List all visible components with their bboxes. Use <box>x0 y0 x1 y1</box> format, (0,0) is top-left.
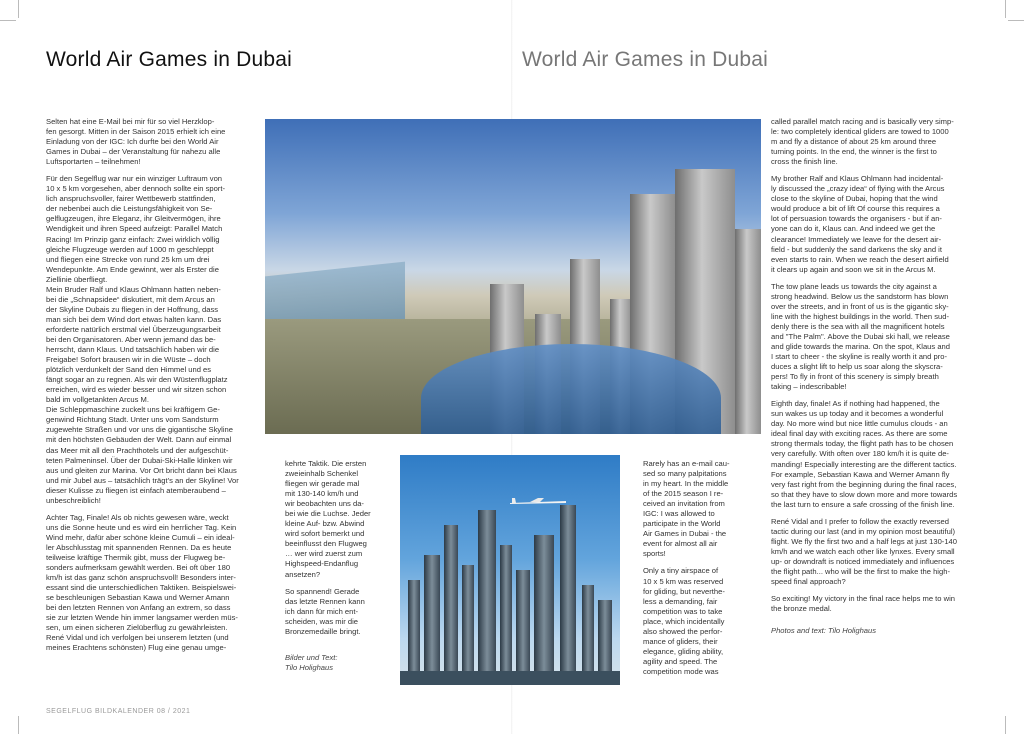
english-text-column-2 <box>771 117 979 643</box>
article-paragraph: Eighth day, finale! As if nothing had happened, the sun wakes us up today and it becomes a wonderful day. No more wind but nice little cumulus clouds - an ideal final day with exciting races. As there are some strong thermals today, the flight path has to be chosen very carefully. With often over 180 km/h it is quite de- manding! Especially interesting are the different tactics. For example, Sebastian Kawa and Werner Amann fly very fast right from the beginning during the final races, so that they have to slow down more and more towards the last turn to ensure a safe crossing of the finish line. <box>771 399 958 509</box>
article-paragraph: So exciting! My victory in the final race helps me to win the bronze medal. <box>771 594 956 614</box>
marina-skyline-glider-photo <box>400 455 620 685</box>
dubai-skyline-aerial-photo <box>265 119 761 434</box>
skyscraper <box>462 565 474 675</box>
skyscraper <box>582 585 594 675</box>
article-paragraph: Rarely has an e-mail cau- sed so many palpitations in my heart. In the middle of the 2015 season I re- ceived an invitation from IGC: I was allowed to participate in the World Air Games in Dubai - the event for almost all air sports! <box>643 459 730 559</box>
crop-mark <box>0 20 16 21</box>
skyscraper <box>735 229 761 434</box>
glider-icon <box>508 495 568 509</box>
crop-mark <box>1005 0 1006 18</box>
crop-mark <box>18 0 19 18</box>
article-paragraph: Für den Segelflug war nur ein winziger Luftraum von 10 x 5 km vorgesehen, aber dennoch sollte ein sport- lich anspruchsvoller, fairer Wettbewerb stattfinden, der nebenbei auch die Leistungsfähigkeit von Se- gelflugzeugen, ihre Eleganz, ihr Gleitvermögen, ihre Wendigkeit und ihren Speed aufzeigt: Parallel Match Racing! Im Prinzip ganz einfach: Zwei wirklich völlig gleiche Flugzeuge werden auf 1000 m geschleppt und fliegen eine Strecke von rund 25 km um drei Wendepunkte. Am Ende gewinnt, wer als Erster die Ziellinie überfliegt. Mein Bruder Ralf und Klaus Ohlmann hatten neben- bei die „Schnapsidee“ diskutiert, mit dem Arcus an der Skyline Dubais zu fliegen in der Hoffnung, dass man sich bei dem Wind dort etwas halten kann. Das erforderte natürlich erstmal viel Überzeugungsarbeit bei den Organisatoren. Aber wenn jemand das be- herrscht, dann Klaus. Und tatsächlich haben wir die Freigabe! Sofort brausen wir in die Wüste – doch plötzlich verdunkelt der Sand den Himmel und es fängt sogar an zu regnen. Als wir den Wüstenflugplatz erreichen, wird es wieder besser und wir sitzen schon bald im vollgetankten Arcus M. Die Schleppmaschine zuckelt uns bei kräftigem Ge- genwind Richtung Stadt. Unter uns vom Sandsturm zugewehte Straßen und vor uns die gigantische Skyline mit den höchsten Gebäuden der Welt. Dann auf einmal das Meer mit all den Prachthotels und der aufgeschüt- teten Palmeninsel. Über der Dubai-Ski-Halle klinken wir aus und gleiten zur Marina. Vor Ort bricht dann bei Klaus und mir Jubel aus – tatsächlich trägt’s an der Skyline! Vor dieser Kulisse zu fliegen ist einfach atemberaubend – unbeschreiblich! <box>46 174 239 505</box>
skyscraper <box>598 600 612 675</box>
german-text-column-2 <box>285 459 385 680</box>
article-paragraph: Only a tiny airspace of 10 x 5 km was reserved for gliding, but neverthe- less a demanding, fair competition was to take place, which incidentally also showed the perfor- mance of gliders, their elegance, gliding ability, agility and speed. The competition mode was <box>643 566 725 676</box>
page-title-english: World Air Games in Dubai <box>522 48 769 71</box>
article-paragraph: Selten hat eine E-Mail bei mir für so viel Herzklop- fen gesorgt. Mitten in der Saison 2015 erhielt ich eine Einladung von der IGC: Ich durfte bei den World Air Games in Dubai – der Veranstaltung für nahezu alle Luftsportarten – teilnehmen! <box>46 117 226 167</box>
article-paragraph: So spannend! Gerade das letzte Rennen kann ich dann für mich ent- scheiden, was mir die Bronzemedaille bringt. <box>285 586 365 636</box>
crop-mark <box>1005 716 1006 734</box>
page-title-german: World Air Games in Dubai <box>46 48 293 71</box>
skyscraper <box>444 525 458 675</box>
skyscraper <box>478 510 496 675</box>
photo-credit-german: Bilder und Text: Tilo Holighaus <box>285 652 338 672</box>
german-text-column <box>46 117 258 653</box>
article-paragraph: kehrte Taktik. Die ersten zweieinhalb Schenkel fliegen wir gerade mal mit 130-140 km/h und wir beobachten uns da- bei wie die Luchse. Jeder kleine Auf- bzw. Abwind wird sofort bemerkt und beeinflusst den Flugweg … wer wird zuerst zum Highspeed-Endanflug ansetzen? <box>285 459 371 579</box>
marina-water <box>400 671 620 685</box>
skyscraper <box>534 535 554 675</box>
article-paragraph: My brother Ralf and Klaus Ohlmann had incidental- ly discussed the „crazy idea“ of flying with the Arcus close to the skyline of Dubai, hoping that the wind would produce a bit of lift Of course this requires a lot of persuasion towards the organisers - but if an- yone can do it, Klaus can. And indeed we get the clearance! Immediately we leave for the desert air- field - but suddenly the sand darkens the sky and it even starts to rain. When we reach the desert airfield it clears up again and soon we sit in the Arcus M. <box>771 174 949 274</box>
calendar-footer: SEGELFLUG BILDKALENDER 08 / 2021 <box>46 708 191 715</box>
article-paragraph: Achter Tag, Finale! Als ob nichts gewesen wäre, weckt uns die Sonne heute und es wird ein herrlicher Tag. Kein Wind mehr, dafür aber schöne kleine Cumuli – ein ideal- ler Abschlusstag mit spannenden Rennen. Da es heute teilweise kräftige Thermik gibt, muss der Flugweg be- sonders aufmerksam gewählt werden. Bei oft über 180 km/h ist das ganz schön anspruchsvoll! Besonders inter- essant sind die unterschiedlichen Taktiken. Beispielswei- se beschleunigen Sebastian Kawa und Werner Amann bei den letzten Rennen von Anfang an extrem, so dass sie zur letzten Wende hin immer langsamer werden müs- sen, um einen sicheren Zielüberflug zu gewährleisten. René Vidal und ich verfolgen bei unserem letzten (und meines Erachtens schönsten) Flug eine genau umge- <box>46 512 238 653</box>
article-paragraph: called parallel match racing and is basically very simp- le: two completely identical gliders are towed to 1000 m and fly a distance of about 25 km around three turning points. In the end, the winner is the first to cross the finish line. <box>771 117 954 167</box>
english-text-column-1 <box>643 459 753 677</box>
skyscraper <box>516 570 530 675</box>
crop-mark <box>1008 20 1024 21</box>
article-paragraph: The tow plane leads us towards the city against a strong headwind. Below us the sandstorm has blown over the streets, and in front of us is the gigantic sky- line with the highest buildings in the world. Then sud- denly there is the sea with all the magnificent hotels and "The Palm". Above the Dubai ski hall, we release and glide towards the marina. On the spot, Klaus and I start to cheer - the skyline is really worth it and pro- duces a slight lift to help us soar along the skyscra- pers! To fly in front of this scenery is simply breath taking – indescribable! <box>771 281 950 392</box>
article-paragraph: René Vidal and I prefer to follow the exactly reversed tactic during our last (and in my opinion most beautiful) flight. We fly the first two and a half legs at just 130-140 km/h and we watch each other like lynxes. Every small up- or downdraft is noticed immediately and influences the flight path... who will be the first to make the high- speed final approach? <box>771 516 958 587</box>
photo-credit-english: Photos and text: Tilo Holighaus <box>771 626 877 636</box>
crop-mark <box>18 716 19 734</box>
skyscraper <box>500 545 512 675</box>
skyscraper <box>424 555 440 675</box>
skyscraper <box>408 580 420 675</box>
skyscraper <box>560 505 576 675</box>
